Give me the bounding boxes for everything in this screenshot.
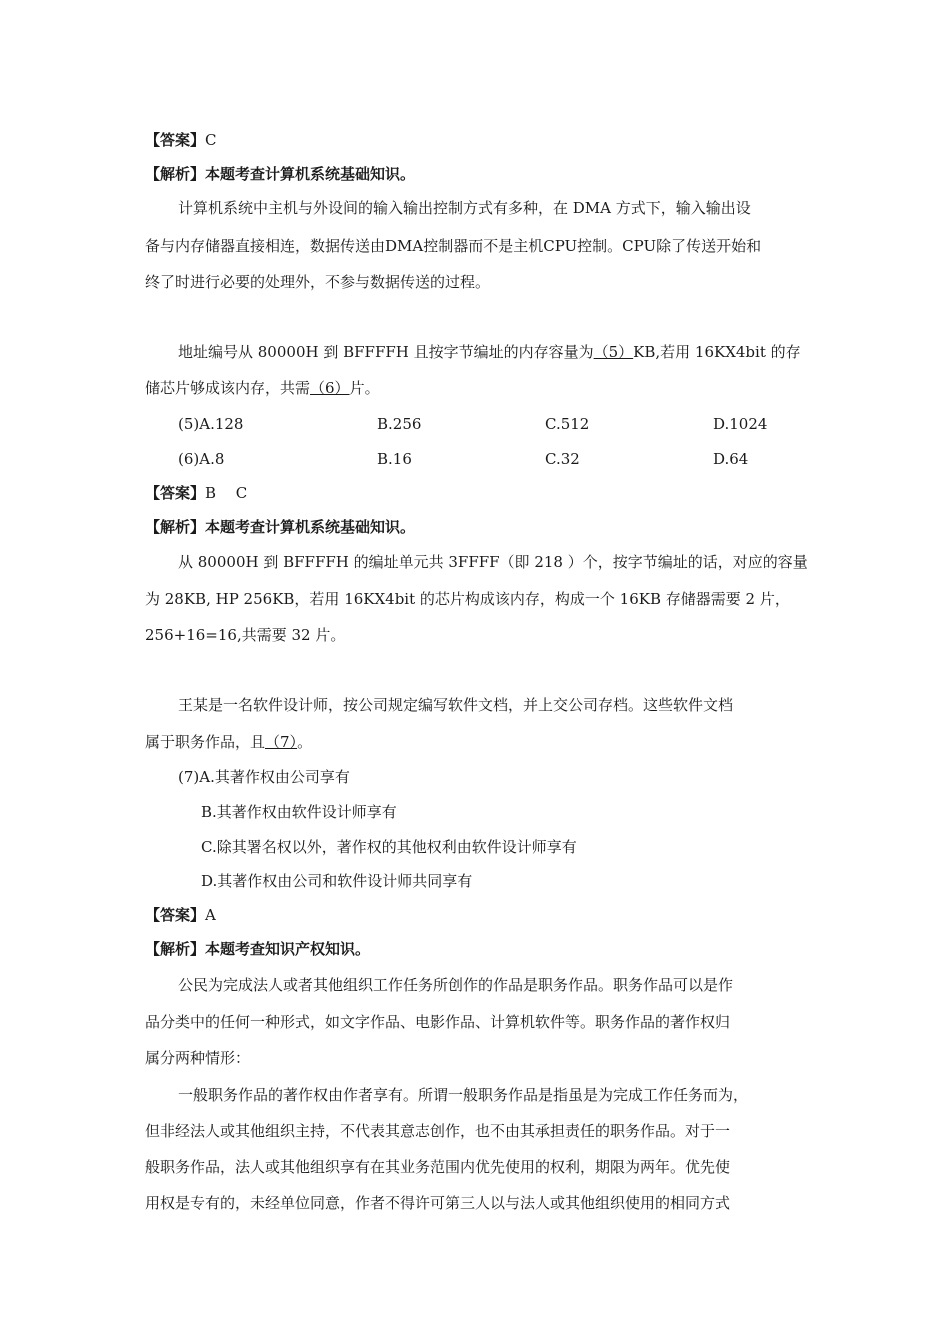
q7-analysis-heading (145, 939, 815, 959)
q4-analysis-line: 计算机系统中主机与外设间的输入输出控制方式有多种，在 DMA 方式下，输入输出设 (178, 199, 751, 217)
option-5a: (5)A.128 (178, 415, 244, 433)
q7-stem-line: 王某是一名软件设计师，按公司规定编写软件文档，并上交公司存档。这些软件文档 (178, 696, 734, 714)
analysis-label: 【解析】 (145, 165, 206, 183)
option-6b: B.16 (377, 450, 412, 468)
answer-label: 【答案】 (145, 484, 206, 502)
q56-analysis-line: 从 80000H 到 BFFFFH 的编址单元共 3FFFF（即 218 ）个，按字节编址的话，对应的容量 (178, 553, 808, 571)
q4-analysis-line: 备与内存储器直接相连，数据传送由DMA控制器而不是主机CPU控制。CPU除了传送开始和 (145, 237, 762, 255)
option-6d: D.64 (713, 450, 749, 468)
q7-analysis-line: 公民为完成法人或者其他组织工作任务所创作的作品是职务作品。职务作品可以是作 (178, 976, 734, 994)
q7-analysis-line: 用权是专有的，未经单位同意，作者不得许可第三人以与法人或其他组织使用的相同方式 (145, 1194, 731, 1212)
option-6c: C.32 (545, 450, 580, 468)
answer-value: A (205, 906, 216, 924)
stem-text: 地址编号从 80000H 到 BFFFFH 且按字节编址的内存容量为 (178, 343, 594, 361)
q7-analysis-line: 品分类中的任何一种形式，如文字作品、电影作品、计算机软件等。职务作品的著作权归 (145, 1013, 731, 1031)
stem-blank: （7） (265, 733, 298, 751)
option-7b: B.其著作权由软件设计师享有 (201, 803, 397, 821)
q56-answer (145, 483, 815, 503)
option-5b: B.256 (377, 415, 422, 433)
q7-analysis-line: 一般职务作品的著作权由作者享有。所谓一般职务作品是指虽是为完成工作任务而为， (178, 1086, 749, 1104)
option-7a: (7)A.其著作权由公司享有 (178, 768, 350, 786)
answer-label: 【答案】 (145, 906, 206, 924)
stem-text: KB,若用 16KX4bit 的存 (633, 343, 801, 361)
q7-analysis-line: 般职务作品，法人或其他组织享有在其业务范围内优先使用的权利，期限为两年。优先使 (145, 1158, 731, 1176)
q56-analysis-line: 256+16=16,共需要 32 片。 (145, 626, 346, 644)
stem-text: 片。 (349, 379, 380, 397)
q4-analysis-heading (145, 164, 815, 184)
q56-stem-line (178, 342, 848, 362)
answer-value: C (205, 131, 217, 149)
q56-analysis-line: 为 28KB, HP 256KB，若用 16KX4bit 的芯片构成该内存，构成一个 16KB 存储器需要 2 片， (145, 590, 790, 608)
q7-stem-line (145, 732, 815, 752)
option-7d: D.其著作权由公司和软件设计师共同享有 (201, 872, 473, 890)
stem-text: 属于职务作品，且 (145, 733, 266, 751)
answer-value: B C (205, 484, 248, 502)
analysis-title: 本题考查计算机系统基础知识。 (205, 518, 416, 536)
q7-analysis-line: 但非经法人或其他组织主持，不代表其意志创作，也不由其承担责任的职务作品。对于一 (145, 1122, 731, 1140)
option-6a: (6)A.8 (178, 450, 225, 468)
q4-analysis-line: 终了时进行必要的处理外，不参与数据传送的过程。 (145, 273, 491, 291)
option-5c: C.512 (545, 415, 590, 433)
stem-text: 储芯片够成该内存，共需 (145, 379, 311, 397)
option-7c: C.除其署名权以外，著作权的其他权利由软件设计师享有 (201, 838, 577, 856)
q7-answer (145, 905, 815, 925)
q4-answer (145, 130, 815, 150)
analysis-label: 【解析】 (145, 518, 206, 536)
option-5d: D.1024 (713, 415, 768, 433)
stem-text: 。 (297, 733, 313, 751)
analysis-label: 【解析】 (145, 940, 206, 958)
answer-label: 【答案】 (145, 131, 206, 149)
q7-analysis-line: 属分两种情形： (145, 1049, 251, 1067)
q56-stem-line (145, 378, 815, 398)
stem-blank: （6） (310, 379, 350, 397)
analysis-title: 本题考查知识产权知识。 (205, 940, 371, 958)
analysis-title: 本题考查计算机系统基础知识。 (205, 165, 416, 183)
q56-analysis-heading (145, 517, 815, 537)
stem-blank: （5） (593, 343, 634, 361)
